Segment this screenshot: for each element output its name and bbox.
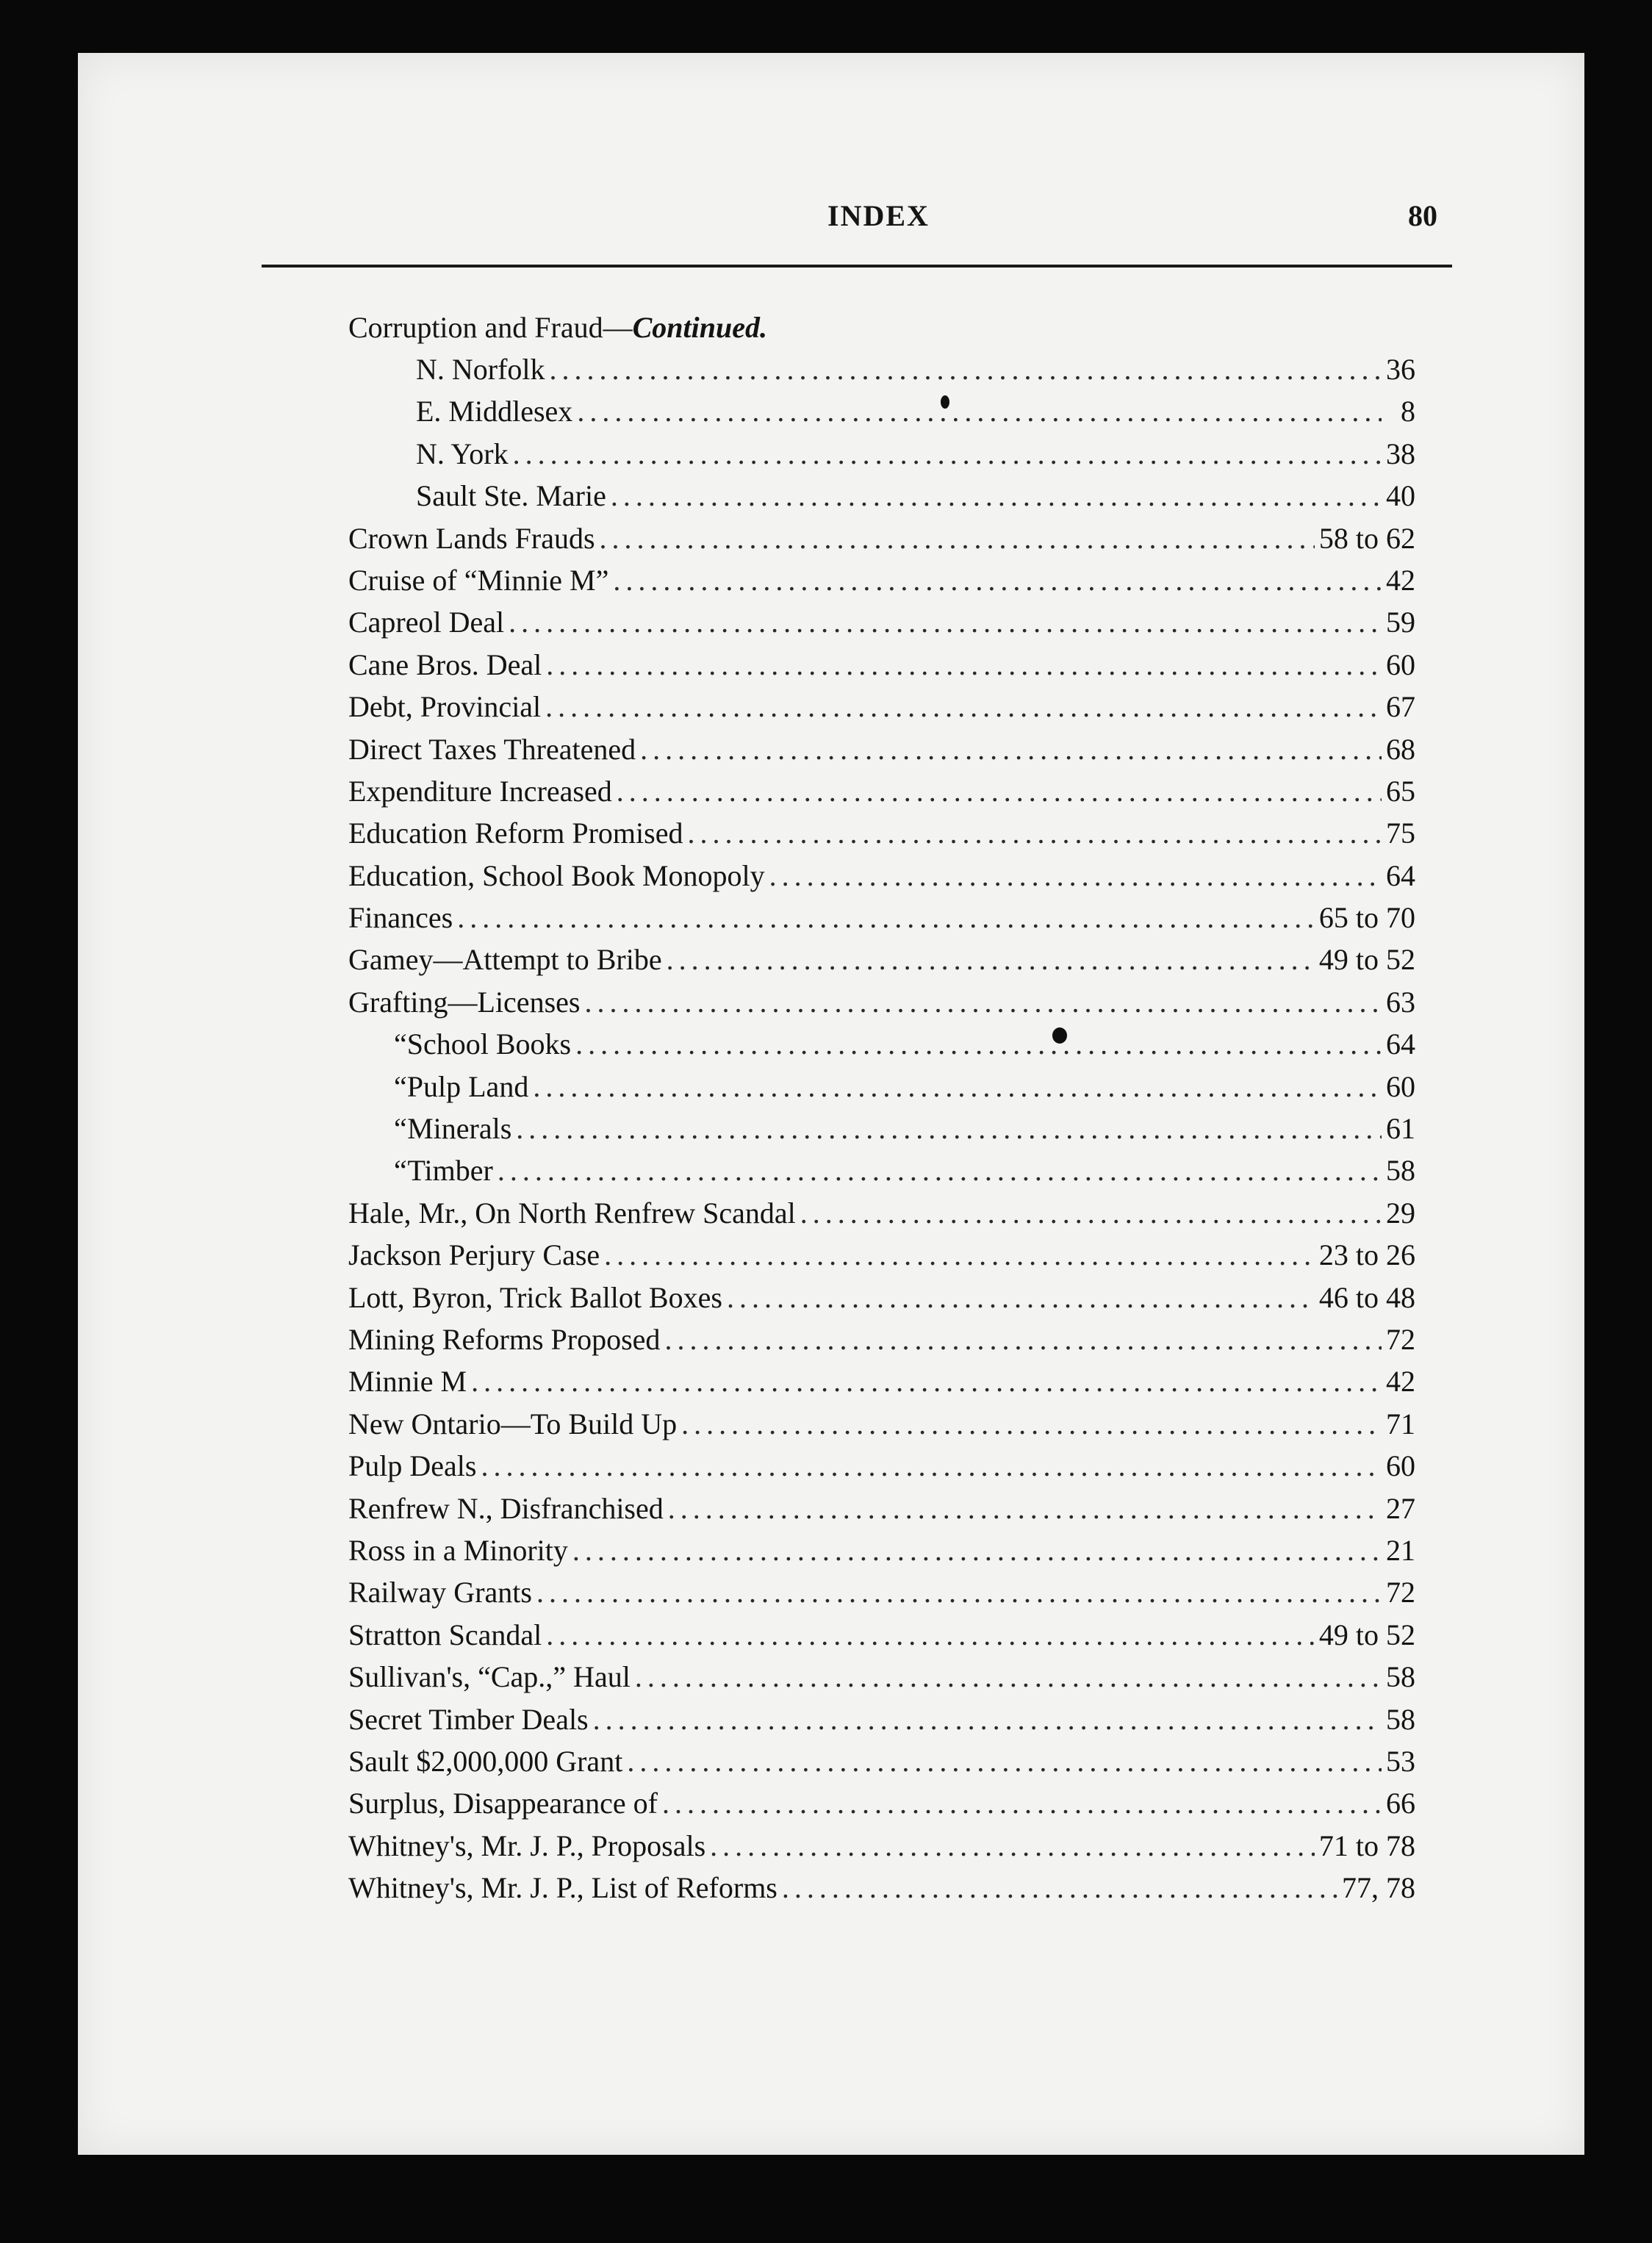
dot-leader [640, 728, 1382, 770]
index-entry [348, 981, 1415, 1023]
dot-leader [664, 1318, 1382, 1360]
entry-label: Education Reform Promised [348, 817, 683, 850]
index-entry [348, 1277, 1415, 1318]
entry-label: Hale, Mr., On North Renfrew Scandal [348, 1196, 796, 1230]
entry-label: Jackson Perjury Case [348, 1238, 600, 1272]
dot-leader [687, 812, 1382, 854]
index-entry [348, 855, 1415, 897]
entry-pages: 75 [1386, 817, 1415, 850]
dot-leader [509, 601, 1382, 643]
ditto-entry-list [348, 1023, 1415, 1192]
entry-pages: 42 [1386, 563, 1415, 597]
index-entry [348, 644, 1415, 686]
entry-pages: 68 [1386, 732, 1415, 766]
dot-leader [800, 1192, 1382, 1234]
index-entry [348, 1445, 1415, 1487]
dot-leader [681, 1403, 1382, 1445]
entry-label: Finances [348, 901, 453, 935]
entry-label: Crown Lands Frauds [348, 521, 595, 555]
dot-leader [627, 1740, 1382, 1782]
entry-label: Capreol Deal [348, 606, 505, 639]
index-entry [348, 559, 1415, 601]
entry-pages: 64 [1386, 858, 1415, 892]
index-entry [348, 1234, 1415, 1276]
entry-label: Secret Timber Deals [348, 1702, 589, 1736]
index-entry [348, 1571, 1415, 1613]
entry-pages: 71 to 78 [1318, 1829, 1415, 1862]
entry-pages: 58 to 62 [1318, 521, 1415, 555]
entry-pages: 72 [1386, 1322, 1415, 1356]
entry-pages: 65 to 70 [1318, 901, 1415, 935]
dot-leader [769, 855, 1382, 897]
entry-label: Renfrew N., Disfranchised [348, 1491, 664, 1525]
entry-label: Cane Bros. Deal [348, 647, 542, 681]
entry-pages: 36 [1386, 353, 1415, 386]
dot-leader [550, 348, 1382, 390]
entry-label: Sault $2,000,000 Grant [348, 1744, 623, 1778]
index-entry [348, 686, 1415, 728]
entry-label: Surplus, Disappearance of [348, 1787, 658, 1820]
dot-leader [727, 1277, 1315, 1318]
index-entry [348, 1825, 1415, 1867]
entry-pages: 49 to 52 [1318, 1618, 1415, 1651]
entry-pages: 46 to 48 [1318, 1280, 1415, 1314]
entry-label: Sault Ste. Marie [416, 479, 606, 513]
entry-label: Direct Taxes Threatened [348, 732, 636, 766]
entry-pages: 71 [1386, 1407, 1415, 1440]
index-entry [348, 897, 1415, 939]
entry-pages: 42 [1386, 1365, 1415, 1399]
entry-pages: 60 [1386, 647, 1415, 681]
entry-pages: 58 [1386, 1702, 1415, 1736]
entry-label: Stratton Scandal [348, 1618, 542, 1651]
ink-speck [1052, 1027, 1067, 1044]
entry-label: Minerals [407, 1112, 512, 1146]
dot-leader [584, 981, 1382, 1023]
entry-pages: 8 [1401, 395, 1415, 428]
index-entry [348, 812, 1415, 854]
entry-label: Railway Grants [348, 1576, 532, 1609]
entry-label: Ross in a Minority [348, 1533, 568, 1567]
entry-label: N. Norfolk [416, 353, 545, 386]
index-entry [348, 475, 1415, 517]
index-entry [348, 1023, 1415, 1065]
dot-leader [600, 517, 1315, 559]
entry-label: Lott, Byron, Trick Ballot Boxes [348, 1280, 722, 1314]
entry-label: Expenditure Increased [348, 774, 612, 808]
entry-label: Gamey—Attempt to Bribe [348, 943, 662, 977]
entry-label: Grafting—Licenses [348, 985, 581, 1019]
entry-pages: 53 [1386, 1744, 1415, 1778]
entry-pages: 49 to 52 [1318, 943, 1415, 977]
page-title: INDEX [827, 199, 930, 232]
entry-label: New Ontario—To Build Up [348, 1407, 678, 1440]
entry-label: Minnie M [348, 1365, 467, 1399]
entry-pages: 60 [1386, 1449, 1415, 1483]
entry-pages: 72 [1386, 1576, 1415, 1609]
entry-pages: 67 [1386, 690, 1415, 724]
entry-label: School Books [406, 1027, 572, 1061]
ink-speck [941, 395, 949, 409]
index-entry [348, 1867, 1415, 1909]
entry-pages: 60 [1386, 1069, 1415, 1103]
entry-label: Sullivan's, “Cap.,” Haul [348, 1660, 631, 1694]
index-entry [348, 517, 1415, 559]
index-entry [348, 348, 1415, 390]
entry-label: Pulp Land [406, 1069, 529, 1103]
index-entry [348, 1529, 1415, 1571]
entry-pages: 77, 78 [1342, 1871, 1415, 1905]
dot-leader [635, 1656, 1382, 1698]
ditto-mark: “ [394, 1112, 407, 1146]
dot-leader [546, 644, 1382, 686]
index-entry [348, 1192, 1415, 1234]
dot-leader [613, 559, 1382, 601]
entry-label: Cruise of “Minnie M” [348, 563, 609, 597]
entry-label: E. Middlesex [416, 395, 573, 428]
section-title: Corruption and Fraud— [348, 311, 633, 344]
index-entry [348, 1487, 1415, 1529]
entry-label: Education, School Book Monopoly [348, 858, 765, 892]
dot-leader [546, 1614, 1315, 1656]
dot-leader [617, 770, 1382, 812]
entry-label: Pulp Deals [348, 1449, 477, 1483]
entry-pages: 23 to 26 [1318, 1238, 1415, 1272]
index-entry [348, 1066, 1415, 1108]
dot-leader [575, 1023, 1382, 1065]
page-header [269, 198, 1452, 243]
entry-pages: 29 [1386, 1196, 1415, 1230]
entry-label: Debt, Provincial [348, 690, 542, 724]
dot-leader [577, 390, 1382, 432]
dot-leader [457, 897, 1315, 939]
entry-pages: 21 [1386, 1533, 1415, 1567]
ditto-mark: “ [394, 1027, 407, 1061]
entry-label: Mining Reforms Proposed [348, 1322, 661, 1356]
dot-leader [545, 686, 1382, 728]
section-continued: Continued. [632, 311, 768, 344]
entry-pages: 64 [1386, 1027, 1415, 1061]
entry-pages: 61 [1386, 1112, 1415, 1146]
index-entry [348, 939, 1415, 980]
entry-label: Whitney's, Mr. J. P., List of Reforms [348, 1871, 777, 1905]
index-entry [348, 770, 1415, 812]
entry-pages: 65 [1386, 774, 1415, 808]
section-heading [348, 307, 1415, 348]
dot-leader [593, 1698, 1382, 1740]
index-entry [348, 1614, 1415, 1656]
index-entry [348, 1403, 1415, 1445]
entry-pages: 59 [1386, 606, 1415, 639]
dot-leader [498, 1149, 1382, 1191]
index-entry [348, 1360, 1415, 1402]
ditto-mark: “ [394, 1069, 407, 1103]
index-entry [348, 1698, 1415, 1740]
index-entry [348, 1656, 1415, 1698]
dot-leader [604, 1234, 1315, 1276]
entry-pages: 27 [1386, 1491, 1415, 1525]
entry-pages: 58 [1386, 1154, 1415, 1188]
dot-leader [481, 1445, 1382, 1487]
index-entry [348, 1149, 1415, 1191]
dot-leader [662, 1782, 1382, 1824]
dot-leader [667, 939, 1315, 980]
dot-leader [710, 1825, 1315, 1867]
entry-list-a [348, 517, 1415, 1024]
dot-leader [572, 1529, 1382, 1571]
entry-pages: 38 [1386, 437, 1415, 470]
sub-entry-list [348, 348, 1415, 517]
entry-label: N. York [416, 437, 509, 470]
page-number: 80 [1408, 199, 1437, 232]
index-entry [348, 601, 1415, 643]
dot-leader [611, 475, 1382, 517]
dot-leader [471, 1360, 1382, 1402]
header-rule [262, 265, 1452, 268]
index-entry [348, 1740, 1415, 1782]
index-entry [348, 390, 1415, 432]
index-entry [348, 1782, 1415, 1824]
dot-leader [536, 1571, 1382, 1613]
dot-leader [533, 1066, 1382, 1108]
dot-leader [782, 1867, 1337, 1909]
entry-list-b [348, 1192, 1415, 1909]
entry-label: Timber [407, 1154, 493, 1188]
dot-leader [668, 1487, 1382, 1529]
entry-pages: 58 [1386, 1660, 1415, 1694]
index-entry [348, 728, 1415, 770]
index-entry [348, 433, 1415, 475]
entry-pages: 63 [1386, 985, 1415, 1019]
index-entry [348, 1318, 1415, 1360]
dot-leader [513, 433, 1382, 475]
ditto-mark: “ [394, 1154, 407, 1188]
dot-leader [516, 1108, 1382, 1149]
index-entry [348, 1108, 1415, 1149]
entry-pages: 66 [1386, 1787, 1415, 1820]
entry-label: Whitney's, Mr. J. P., Proposals [348, 1829, 706, 1862]
entry-pages: 40 [1386, 479, 1415, 513]
index-entries [348, 307, 1415, 1909]
